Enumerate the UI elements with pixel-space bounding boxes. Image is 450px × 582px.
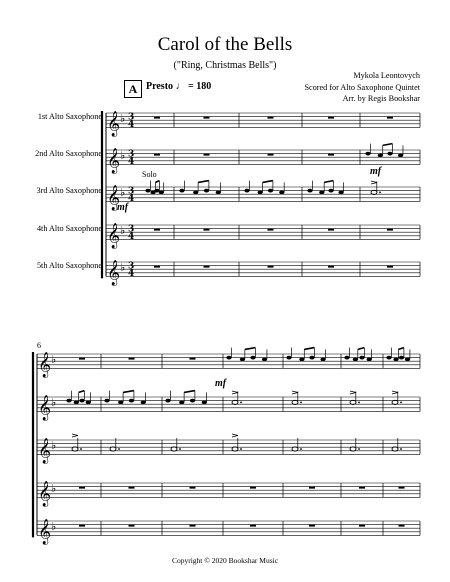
augmentation-dot bbox=[358, 402, 360, 404]
accent-mark bbox=[371, 181, 377, 184]
whole-rest bbox=[154, 117, 160, 119]
note-head bbox=[226, 356, 231, 360]
whole-rest bbox=[399, 525, 405, 527]
staff bbox=[37, 480, 420, 506]
whole-rest bbox=[79, 487, 85, 489]
note-head bbox=[216, 191, 221, 195]
note-head bbox=[399, 356, 404, 360]
flat-icon: ♭ bbox=[51, 439, 57, 453]
treble-clef-icon: 𝄞 bbox=[38, 395, 52, 421]
note-head bbox=[359, 356, 364, 360]
flat-icon: ♭ bbox=[51, 520, 57, 534]
whole-rest bbox=[359, 487, 365, 489]
note-head bbox=[365, 152, 370, 156]
flat-icon: ♭ bbox=[51, 482, 57, 496]
augmentation-dot bbox=[240, 448, 242, 450]
time-signature-bottom: 4 bbox=[128, 193, 135, 204]
system-2 bbox=[33, 348, 420, 545]
treble-clef-icon: 𝄞 bbox=[38, 352, 52, 378]
whole-rest bbox=[387, 229, 393, 231]
whole-rest bbox=[129, 525, 135, 527]
staff bbox=[106, 181, 420, 211]
instrument-name-3: 3rd Alto Saxophone bbox=[36, 186, 102, 195]
note-head bbox=[309, 356, 314, 360]
note-head bbox=[129, 399, 134, 403]
whole-rest bbox=[250, 525, 256, 527]
note-head bbox=[262, 358, 267, 362]
augmentation-dot bbox=[300, 448, 302, 450]
treble-clef-icon: 𝄞 bbox=[107, 111, 121, 137]
whole-rest bbox=[387, 117, 393, 119]
whole-rest bbox=[250, 487, 256, 489]
system-1 bbox=[102, 110, 420, 285]
dynamic-mf-3rd: mf bbox=[117, 202, 129, 213]
note-head bbox=[240, 358, 245, 362]
half-note bbox=[110, 447, 116, 451]
note-head bbox=[79, 399, 84, 403]
note-head bbox=[286, 356, 291, 360]
accent-mark bbox=[72, 434, 78, 437]
flat-icon: ♭ bbox=[120, 149, 126, 163]
treble-clef-icon: 𝄞 bbox=[107, 148, 121, 174]
whole-rest bbox=[204, 154, 210, 156]
augmentation-dot bbox=[400, 448, 402, 450]
measure-number: 6 bbox=[37, 341, 41, 350]
note-head bbox=[145, 189, 150, 193]
note-head bbox=[378, 154, 383, 158]
whole-rest bbox=[268, 266, 274, 268]
note-head bbox=[179, 401, 184, 405]
accent-mark bbox=[232, 391, 238, 394]
treble-clef-icon: 𝄞 bbox=[107, 223, 121, 249]
note-head bbox=[204, 189, 209, 193]
staff bbox=[106, 110, 420, 136]
half-note bbox=[371, 190, 377, 194]
flat-icon: ♭ bbox=[51, 396, 57, 410]
augmentation-dot bbox=[300, 402, 302, 404]
augmentation-dot bbox=[118, 448, 120, 450]
note-head bbox=[250, 356, 255, 360]
note-head bbox=[386, 356, 391, 360]
beam bbox=[155, 181, 159, 183]
half-note bbox=[232, 447, 238, 451]
whole-rest bbox=[328, 154, 334, 156]
rehearsal-mark: A bbox=[124, 80, 142, 98]
tempo-label: Presto bbox=[146, 81, 174, 92]
note-head bbox=[74, 401, 79, 405]
treble-clef-icon: 𝄞 bbox=[38, 519, 52, 545]
whole-rest bbox=[328, 229, 334, 231]
note-head bbox=[307, 189, 312, 193]
time-signature-bottom: 4 bbox=[128, 156, 135, 167]
beam bbox=[198, 181, 209, 183]
treble-clef-icon: 𝄞 bbox=[38, 438, 52, 464]
dynamic-mf-2nd: mf bbox=[370, 166, 382, 177]
note-head bbox=[393, 358, 398, 362]
time-signature-top: 3 bbox=[128, 261, 135, 272]
note-head bbox=[405, 358, 410, 362]
composer: Mykola Leontovych bbox=[353, 71, 420, 80]
whole-rest bbox=[129, 358, 135, 360]
beam bbox=[358, 348, 365, 350]
note-head bbox=[179, 189, 184, 193]
whole-rest bbox=[129, 487, 135, 489]
scoring-note: Scored for Alto Saxophone Quintet bbox=[304, 82, 420, 92]
beam bbox=[324, 181, 333, 183]
whole-rest bbox=[268, 229, 274, 231]
note-head bbox=[319, 191, 324, 195]
note-head bbox=[165, 399, 170, 403]
note-head bbox=[338, 191, 343, 195]
note-head bbox=[66, 399, 71, 403]
note-head bbox=[258, 191, 263, 195]
note-head bbox=[387, 152, 392, 156]
beam bbox=[383, 144, 393, 146]
whole-rest bbox=[328, 117, 334, 119]
beam bbox=[123, 391, 134, 393]
note-head bbox=[353, 358, 358, 362]
time-signature-bottom: 4 bbox=[128, 119, 135, 130]
accent-mark bbox=[292, 391, 298, 394]
flat-icon: ♭ bbox=[120, 186, 126, 200]
whole-rest bbox=[399, 487, 405, 489]
whole-rest bbox=[79, 358, 85, 360]
whole-rest bbox=[154, 229, 160, 231]
beam bbox=[245, 348, 256, 350]
augmentation-dot bbox=[80, 448, 82, 450]
note-head bbox=[190, 399, 195, 403]
time-signature-top: 3 bbox=[128, 112, 135, 123]
note-head bbox=[268, 189, 273, 193]
treble-clef-icon: 𝄞 bbox=[107, 185, 121, 211]
treble-clef-icon: 𝄞 bbox=[107, 260, 121, 286]
flat-icon: ♭ bbox=[120, 112, 126, 126]
whole-rest bbox=[154, 266, 160, 268]
half-note bbox=[392, 400, 398, 404]
half-note bbox=[292, 447, 298, 451]
quarter-note-icon: ♩ bbox=[175, 81, 186, 92]
treble-clef-icon: 𝄞 bbox=[38, 481, 52, 507]
note-head bbox=[159, 191, 164, 195]
beam bbox=[304, 348, 314, 350]
instrument-name-4: 4th Alto Saxophone bbox=[36, 224, 102, 233]
accent-mark bbox=[232, 434, 238, 437]
flat-icon: ♭ bbox=[120, 224, 126, 238]
instrument-name-2: 2nd Alto Saxophone bbox=[35, 149, 102, 158]
whole-rest bbox=[309, 487, 315, 489]
instrument-name-5: 5th Alto Saxophone bbox=[36, 261, 102, 270]
whole-rest bbox=[328, 266, 334, 268]
staff bbox=[37, 348, 420, 378]
accent-mark bbox=[350, 391, 356, 394]
whole-rest bbox=[309, 525, 315, 527]
half-note bbox=[350, 447, 356, 451]
augmentation-dot bbox=[400, 402, 402, 404]
score-title: Carol of the Bells bbox=[157, 34, 293, 55]
beam bbox=[184, 391, 195, 393]
half-note bbox=[350, 400, 356, 404]
note-head bbox=[118, 401, 123, 405]
staff bbox=[106, 222, 420, 248]
staff bbox=[37, 518, 420, 544]
half-note bbox=[72, 447, 78, 451]
note-head bbox=[202, 401, 207, 405]
whole-rest bbox=[359, 525, 365, 527]
note-head bbox=[104, 399, 109, 403]
time-signature-bottom: 4 bbox=[128, 231, 135, 242]
staff bbox=[37, 434, 420, 463]
whole-rest bbox=[190, 487, 196, 489]
copyright-notice: Copyright © 2020 Bookshar Music bbox=[171, 556, 279, 565]
solo-marking: Solo bbox=[142, 170, 157, 179]
whole-rest bbox=[190, 525, 196, 527]
half-note bbox=[232, 400, 238, 404]
note-head bbox=[344, 356, 349, 360]
note-head bbox=[367, 358, 372, 362]
note-head bbox=[398, 154, 403, 158]
whole-rest bbox=[79, 525, 85, 527]
half-note bbox=[392, 447, 398, 451]
time-signature-top: 3 bbox=[128, 186, 135, 197]
whole-rest bbox=[204, 229, 210, 231]
augmentation-dot bbox=[379, 192, 381, 194]
note-head bbox=[141, 401, 146, 405]
whole-rest bbox=[268, 154, 274, 156]
staff bbox=[106, 144, 420, 174]
note-head bbox=[193, 191, 198, 195]
whole-rest bbox=[268, 117, 274, 119]
flat-icon: ♭ bbox=[120, 261, 126, 275]
augmentation-dot bbox=[179, 448, 181, 450]
beam bbox=[263, 181, 273, 183]
augmentation-dot bbox=[358, 448, 360, 450]
dynamic-mf-1st-sys2: mf bbox=[215, 378, 227, 389]
whole-rest bbox=[387, 266, 393, 268]
note-head bbox=[86, 401, 91, 405]
whole-rest bbox=[190, 358, 196, 360]
whole-rest bbox=[204, 117, 210, 119]
whole-rest bbox=[154, 154, 160, 156]
score-subtitle: ("Ring, Christmas Bells") bbox=[173, 60, 277, 71]
accent-mark bbox=[392, 391, 398, 394]
staff bbox=[37, 391, 420, 421]
note-head bbox=[299, 358, 304, 362]
time-signature-top: 3 bbox=[128, 149, 135, 160]
arranger: Arr. by Regis Bookshar bbox=[342, 94, 420, 103]
note-head bbox=[279, 191, 284, 195]
beam bbox=[79, 391, 85, 393]
instrument-name-1: 1st Alto Saxophone bbox=[37, 112, 102, 121]
time-signature-bottom: 4 bbox=[128, 268, 135, 279]
flat-icon: ♭ bbox=[51, 353, 57, 367]
tempo-value: = 180 bbox=[188, 81, 212, 92]
staff bbox=[106, 259, 420, 285]
half-note bbox=[292, 400, 298, 404]
note-head bbox=[320, 358, 325, 362]
half-note bbox=[171, 447, 177, 451]
beam bbox=[398, 348, 404, 350]
augmentation-dot bbox=[240, 402, 242, 404]
note-head bbox=[244, 189, 249, 193]
time-signature-top: 3 bbox=[128, 224, 135, 235]
whole-rest bbox=[204, 266, 210, 268]
note-head bbox=[328, 189, 333, 193]
